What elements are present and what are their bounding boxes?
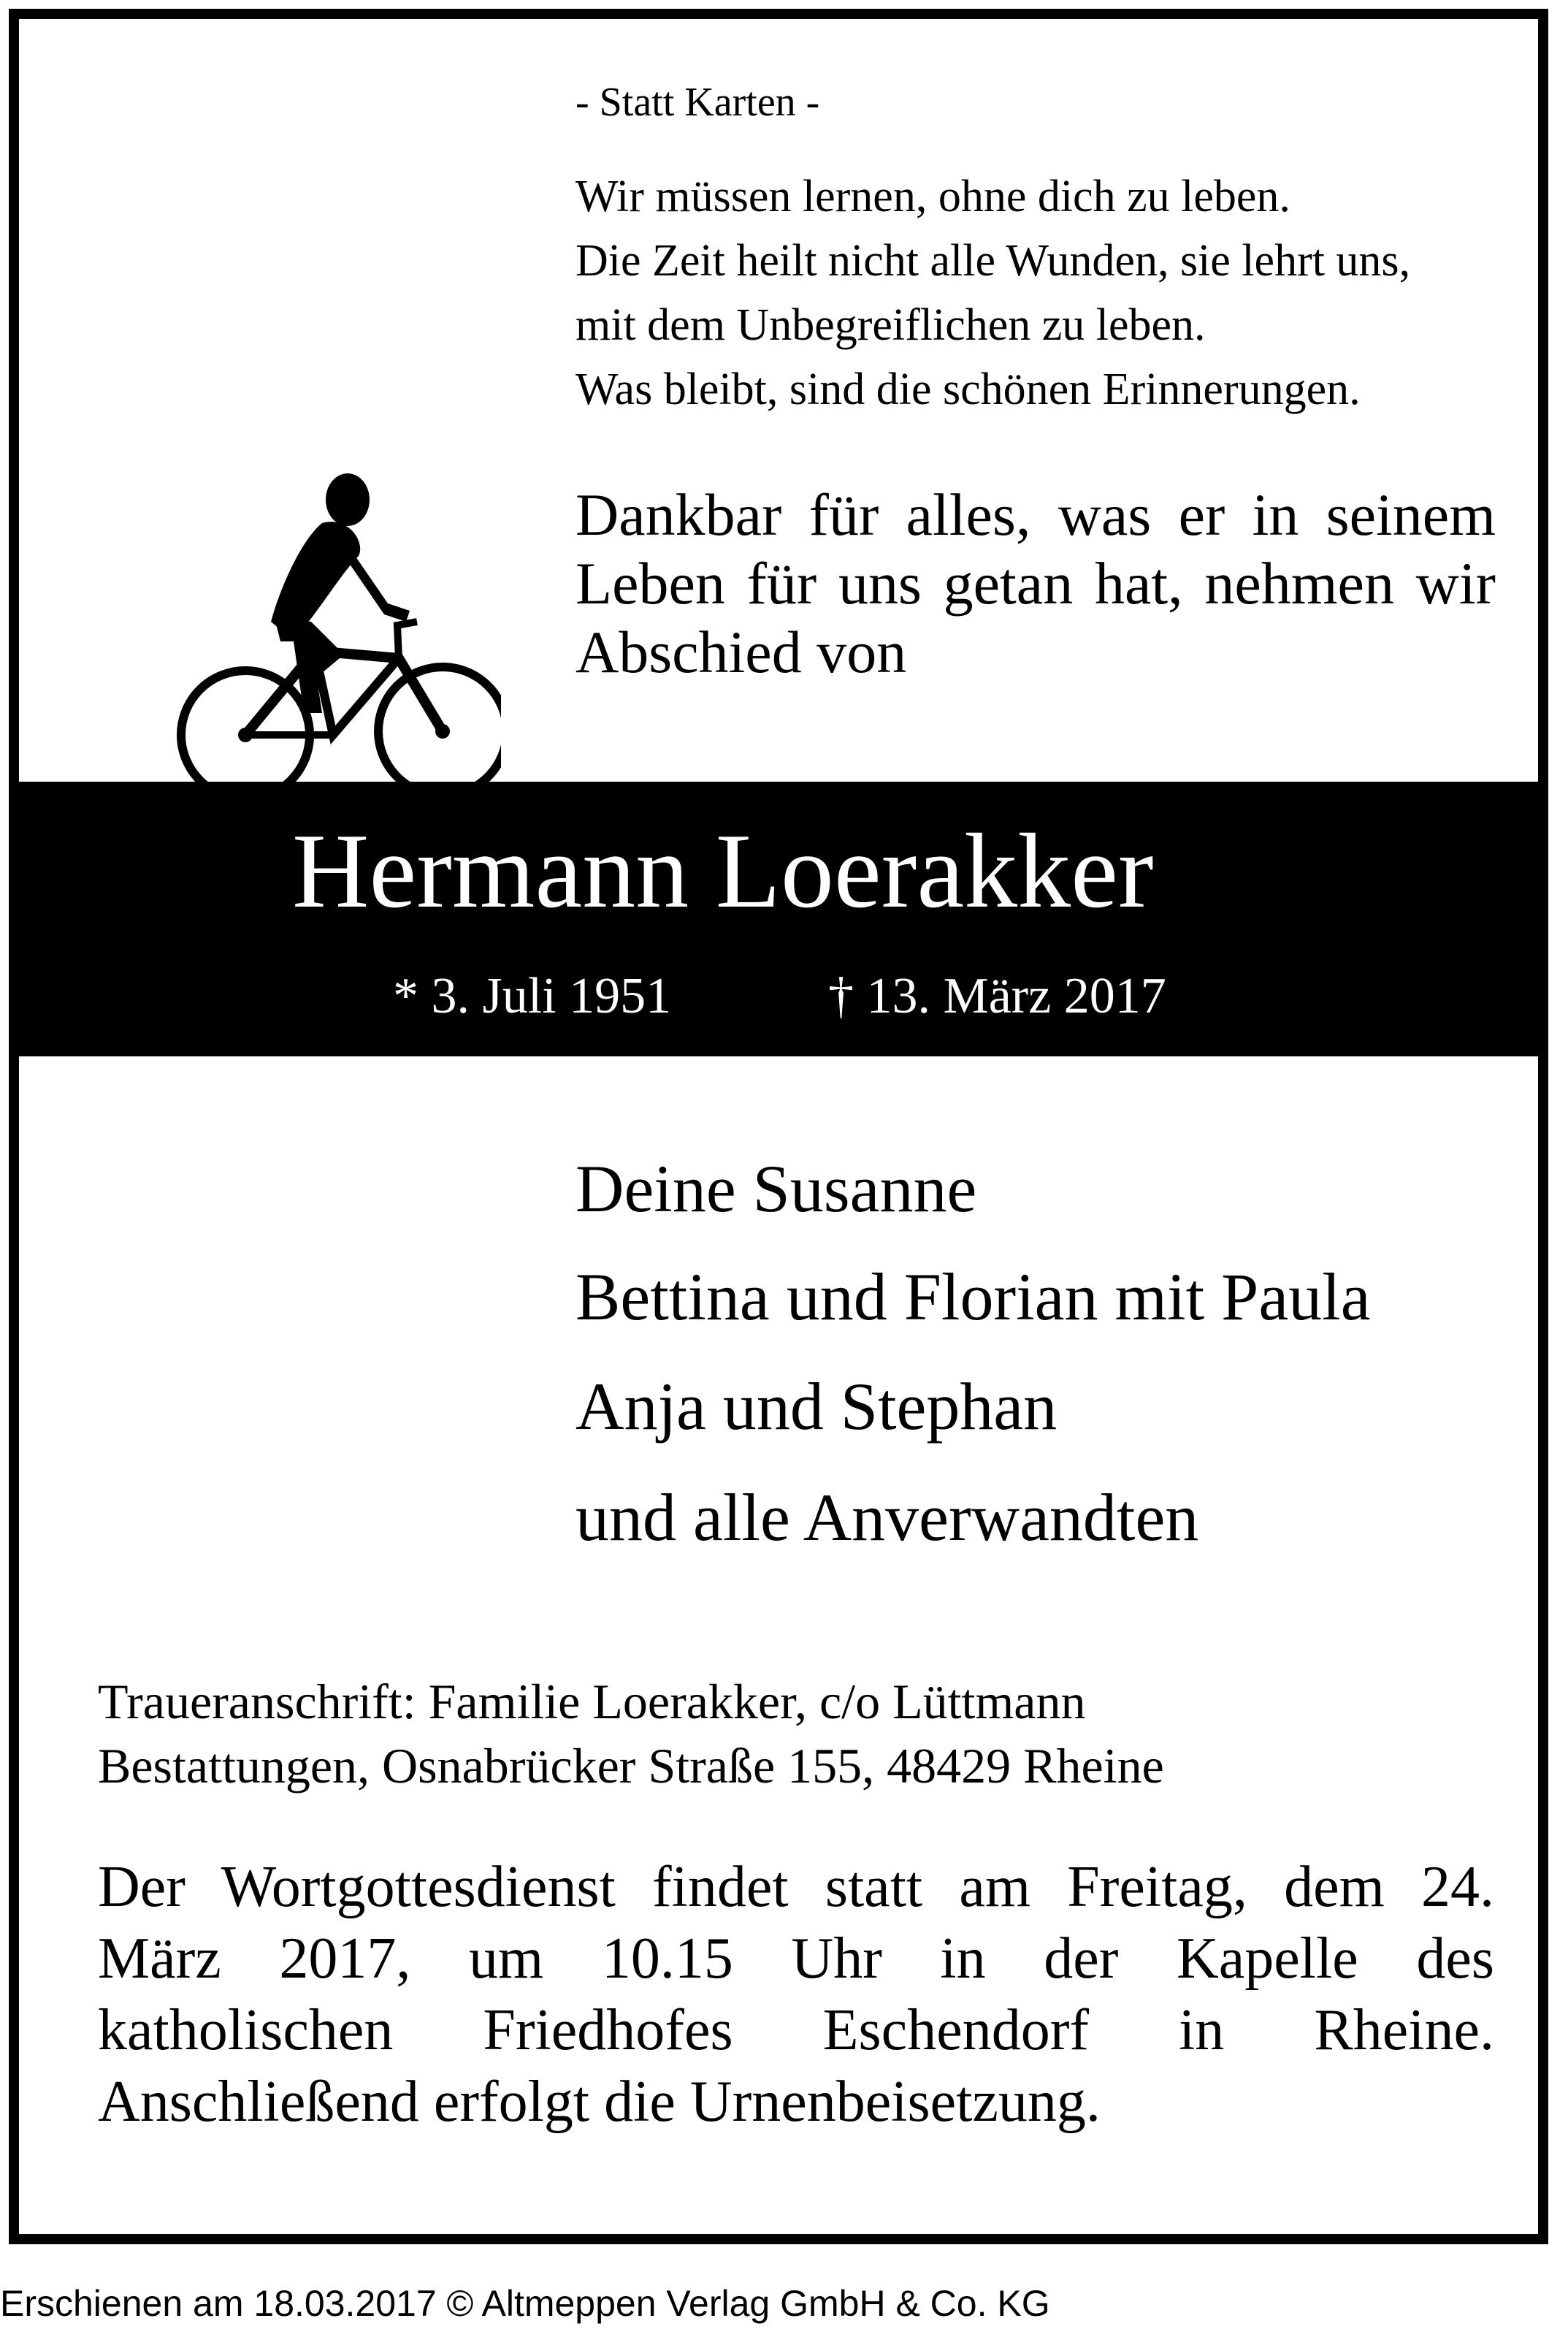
poem-line: Die Zeit heilt nicht alle Wunden, sie lehrt uns,	[575, 236, 1411, 286]
intro-line: Leben für uns getan hat, nehmen wir	[575, 550, 1496, 617]
mourner-line: und alle Anverwandten	[575, 1480, 1199, 1555]
service-line: März 2017, um 10.15 Uhr in der Kapelle des	[98, 1926, 1494, 1991]
mourner-line: Bettina und Florian mit Paula	[575, 1259, 1371, 1334]
intro-line: Dankbar für alles, was er in seinem	[575, 481, 1496, 548]
poem-line: Wir müssen lernen, ohne dich zu leben.	[575, 172, 1290, 221]
service-line: Der Wortgottesdienst findet statt am Freitag, dem 24.	[98, 1855, 1494, 1919]
publication-footer: Erschienen am 18.03.2017 © Altmeppen Verlag GmbH & Co. KG	[0, 2283, 1050, 2324]
address-line: Bestattungen, Osnabrücker Straße 155, 48429 Rheine	[98, 1738, 1164, 1794]
address-line: Traueranschrift: Familie Loerakker, c/o Lüttmann	[98, 1674, 1086, 1729]
mourner-line: Deine Susanne	[575, 1151, 977, 1226]
service-line: Anschließend erfolgt die Urnenbeisetzung.	[98, 2070, 1101, 2134]
deceased-name: Hermann Loerakker	[292, 812, 1154, 930]
birth-date: * 3. Juli 1951	[393, 968, 672, 1024]
intro-line: Abschied von	[575, 619, 907, 685]
poem-line: mit dem Unbegreiflichen zu leben.	[575, 300, 1206, 350]
death-date: † 13. März 2017	[828, 968, 1166, 1024]
obituary-notice	[9, 9, 1548, 2244]
mourner-line: Anja und Stephan	[575, 1369, 1058, 1444]
statt-karten-label: - Statt Karten -	[575, 80, 820, 125]
poem-line: Was bleibt, sind die schönen Erinnerungen.	[575, 365, 1361, 414]
service-line: katholischen Friedhofes Eschendorf in Rheine.	[98, 1998, 1494, 2062]
name-banner	[19, 782, 1538, 1056]
cyclist-silhouette-icon	[165, 472, 501, 786]
